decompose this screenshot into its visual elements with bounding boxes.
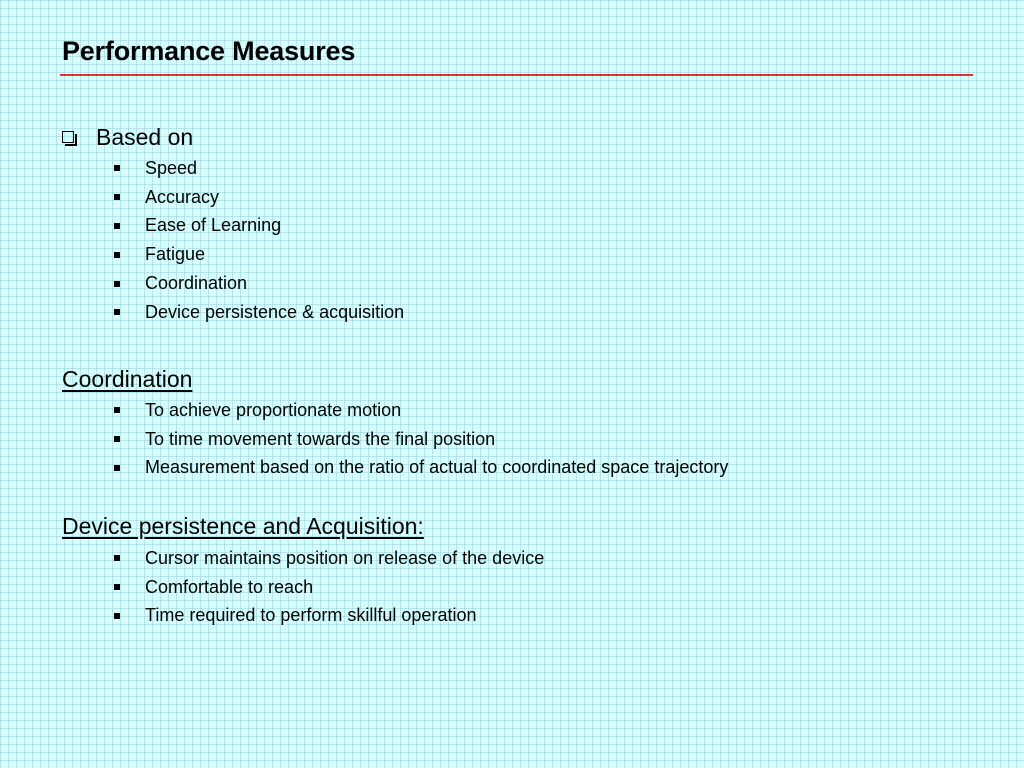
list-item: Ease of Learning	[114, 212, 404, 241]
device-persistence-list	[114, 544, 544, 630]
list-item: To time movement towards the final position	[114, 425, 728, 454]
list-item: To achieve proportionate motion	[114, 396, 728, 425]
square-bullet-icon	[114, 407, 120, 413]
square-bullet-icon	[114, 584, 120, 590]
square-bullet-icon	[114, 309, 120, 315]
list-item: Device persistence & acquisition	[114, 298, 404, 327]
list-item: Measurement based on the ratio of actual to coordinated space trajectory	[114, 454, 728, 483]
square-bullet-icon	[114, 555, 120, 561]
square-bullet-icon	[114, 194, 120, 200]
title-divider	[60, 74, 973, 76]
list-item: Time required to perform skillful operation	[114, 602, 544, 631]
list-item: Cursor maintains position on release of the device	[114, 544, 544, 573]
square-bullet-icon	[114, 281, 120, 287]
list-item: Comfortable to reach	[114, 573, 544, 602]
list-item: Accuracy	[114, 183, 404, 212]
square-bullet-icon	[114, 252, 120, 258]
square-bullet-icon	[114, 223, 120, 229]
device-persistence-heading: Device persistence and Acquisition:	[62, 513, 424, 539]
square-bullet-icon	[114, 613, 120, 619]
based-on-list	[114, 154, 404, 327]
slide-title: Performance Measures	[62, 36, 356, 66]
square-bullet-icon	[114, 465, 120, 471]
checkbox-bullet-icon	[62, 131, 74, 143]
list-item: Coordination	[114, 269, 404, 298]
square-bullet-icon	[114, 165, 120, 171]
based-on-label: Based on	[96, 124, 194, 150]
square-bullet-icon	[114, 436, 120, 442]
list-item: Speed	[114, 154, 404, 183]
based-on-item	[62, 123, 193, 151]
list-item: Fatigue	[114, 240, 404, 269]
coordination-heading: Coordination	[62, 366, 193, 392]
coordination-list	[114, 396, 728, 482]
